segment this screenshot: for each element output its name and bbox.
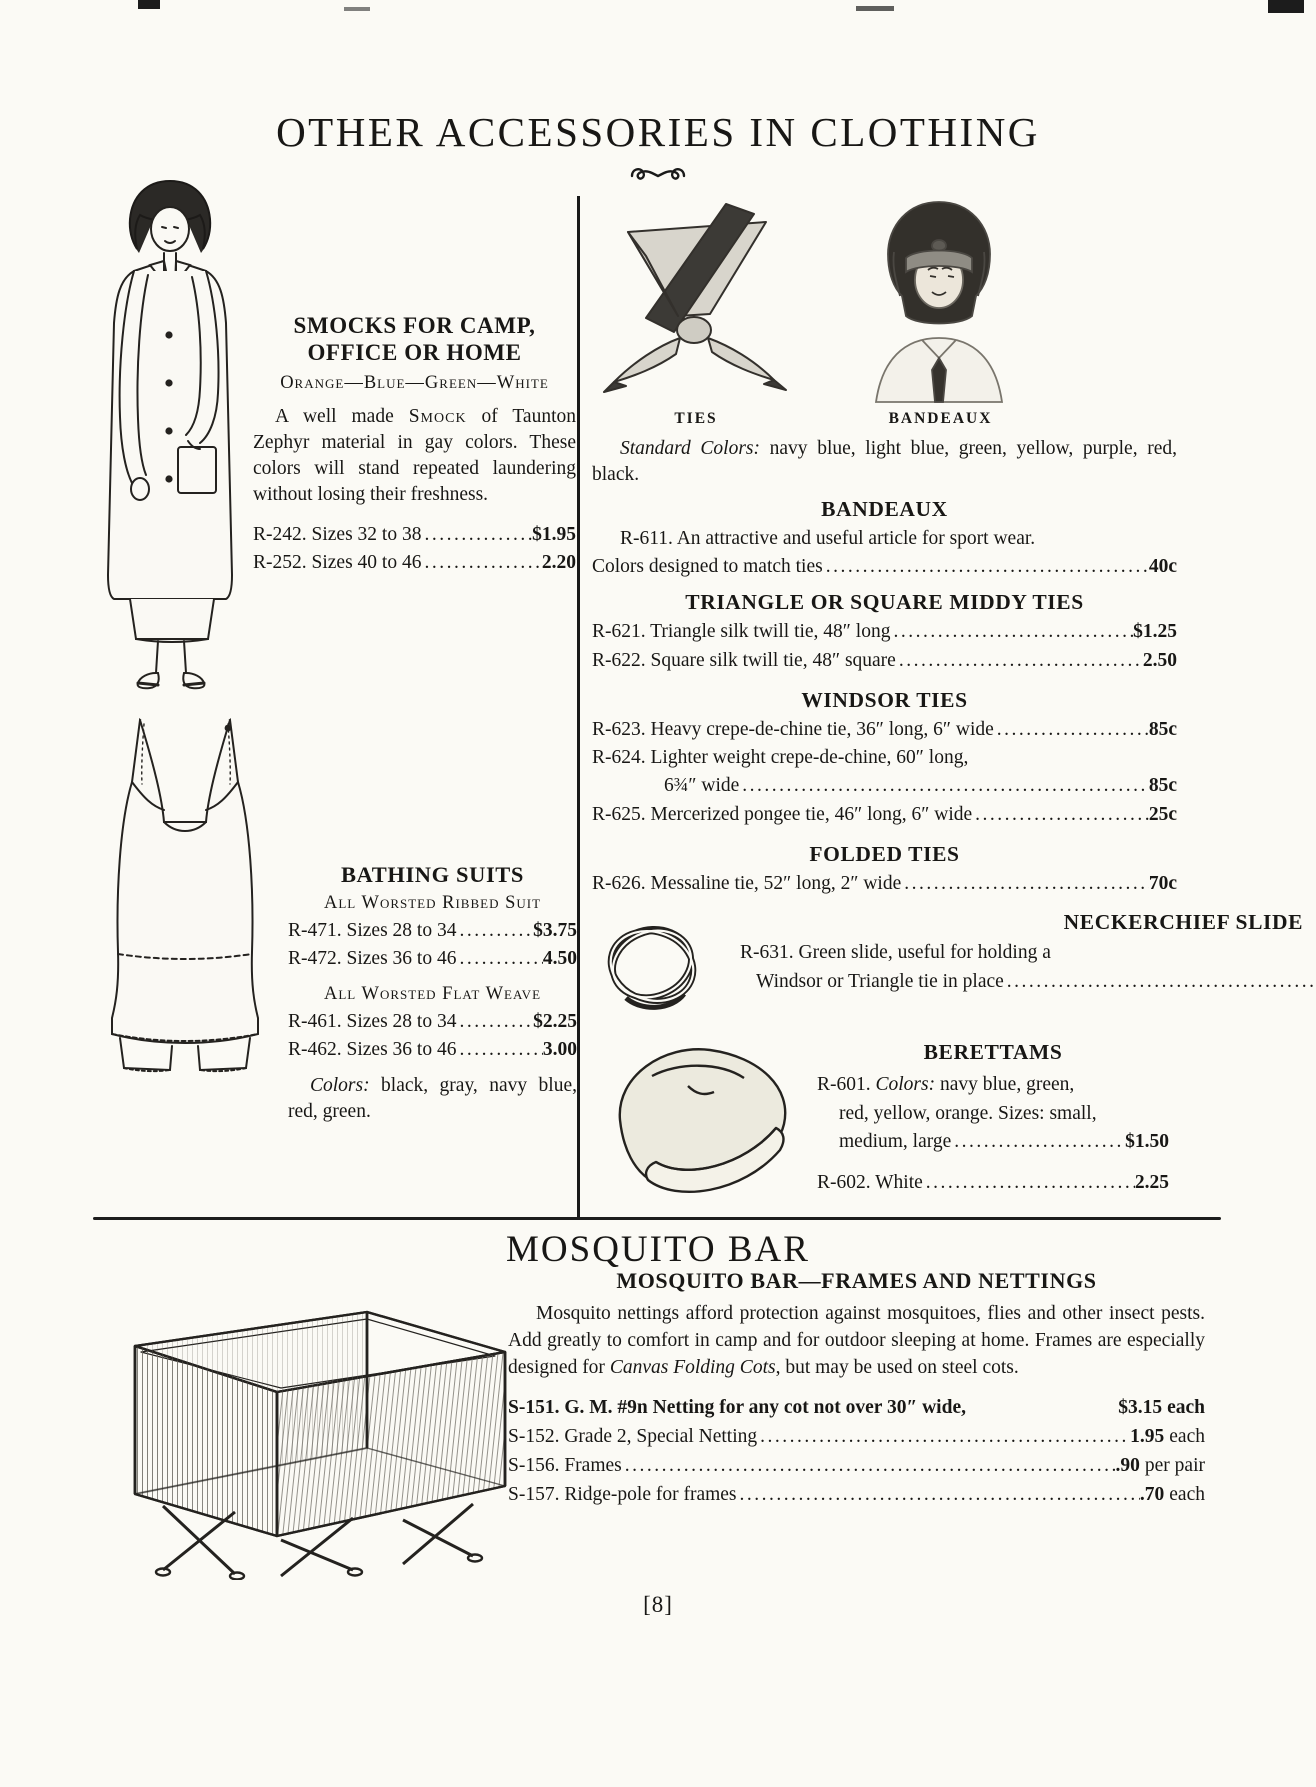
- dot-leader: [901, 870, 1149, 898]
- catalog-item: [592, 801, 1177, 829]
- scan-artifact: [856, 6, 894, 11]
- bathing-heading: BATHING SUITS: [340, 862, 525, 887]
- dot-leader: [456, 917, 533, 945]
- item-desc: 6¾″ wide: [664, 775, 740, 797]
- item-desc: R-621. Triangle silk twill tie, 48″ long: [592, 621, 891, 643]
- item-price: $3.15: [1118, 1396, 1163, 1418]
- smocks-section: [253, 312, 576, 577]
- catalog-item-wrap-line: R-624. Lighter weight crepe-de-chine, 60″ long,: [592, 747, 969, 769]
- mosquito-paragraph-part: , but may be used on steel cots.: [775, 1356, 1019, 1378]
- dot-leader: [823, 553, 1149, 581]
- catalog-item: [508, 1451, 1205, 1480]
- catalog-item: [592, 772, 1177, 800]
- bathing-sub1: All Worsted Ribbed Suit: [323, 893, 542, 913]
- catalog-item: [288, 1036, 577, 1064]
- item-price: 3.00: [542, 1038, 577, 1060]
- dot-leader: [951, 1128, 1125, 1156]
- bathing-items-1: [288, 917, 577, 974]
- colors-label: Colors:: [310, 1075, 370, 1097]
- neckerchief-slide-illustration: [592, 906, 712, 1024]
- item-price: 4.50: [542, 948, 577, 970]
- item-desc: R-472. Sizes 36 to 46: [288, 948, 457, 970]
- item-desc: R-471. Sizes 28 to 34: [288, 920, 457, 941]
- ornament-flourish-icon: [628, 162, 688, 188]
- dot-leader: [456, 1036, 542, 1064]
- dot-leader: [757, 1422, 1130, 1451]
- item-unit: each: [1169, 1484, 1205, 1506]
- smocks-heading: [253, 312, 576, 366]
- catalog-item: [592, 647, 1177, 675]
- catalog-item: [592, 870, 1177, 898]
- dot-leader: [972, 801, 1149, 829]
- item-price: 40c: [1148, 556, 1177, 578]
- dot-leader: [737, 1480, 1140, 1509]
- berettams-heading: BERETTAMS: [923, 1040, 1063, 1065]
- smocks-colors-line: Orange—Blue—Green—White: [280, 373, 549, 394]
- item-desc: R-626. Messaline tie, 52″ long, 2″ wide: [592, 872, 902, 894]
- item-price: 85c: [1148, 718, 1177, 740]
- smocks-paragraph-part: A well made: [275, 406, 409, 428]
- smocks-paragraph-part: of Taunton Zephyr material in gay colors. These colors will stand repeated laundering without losing their freshness.: [253, 406, 577, 506]
- dot-leader: [739, 772, 1149, 800]
- folded-ties-heading: FOLDED TIES: [809, 841, 960, 866]
- smocks-paragraph: [253, 404, 576, 508]
- beret-illustration: [592, 1034, 807, 1206]
- colors-text: black, gray, navy blue, red, green.: [288, 1075, 577, 1122]
- bathing-colors: [288, 1073, 577, 1125]
- page-number: [8]: [643, 1592, 673, 1617]
- catalog-item: [288, 917, 577, 945]
- item-price: 70c: [1148, 872, 1177, 894]
- catalog-item: [288, 945, 577, 973]
- mosquito-paragraph-part: Mosquito nettings afford protection against mosquitoes, flies and other insect pests. Add greatly to comfort in camp and for outdoor sleeping at home. Frames are especially designed for: [508, 1303, 1205, 1378]
- item-desc: R-252. Sizes 40 to 46: [253, 552, 422, 574]
- colors-label: Colors:: [875, 1074, 936, 1096]
- item-code: R-601.: [817, 1074, 876, 1096]
- smock-woman-illustration: [70, 165, 270, 705]
- item-desc: Colors designed to match ties: [592, 556, 823, 578]
- bandeaux-portrait-illustration: [852, 188, 1027, 406]
- item-price: 25c: [1148, 803, 1177, 825]
- catalog-item: [253, 521, 576, 549]
- mosquito-heading: MOSQUITO BAR—FRAMES AND NETTINGS: [616, 1268, 1097, 1293]
- catalog-item: [592, 553, 1177, 581]
- berettams-line2: red, yellow, orange. Sizes: small,: [839, 1102, 1097, 1124]
- item-desc: R-462. Sizes 36 to 46: [288, 1038, 457, 1060]
- smocks-items: [253, 521, 576, 578]
- mosquito-bar-illustration: [85, 1288, 515, 1580]
- windsor-ties-heading: WINDSOR TIES: [801, 687, 968, 712]
- mosquito-bar-title: MOSQUITO BAR: [506, 1229, 810, 1270]
- dot-leader: [421, 521, 532, 549]
- catalog-item: [508, 1480, 1205, 1509]
- item-price: $2.25: [533, 1010, 577, 1032]
- catalog-item: [288, 1008, 577, 1036]
- item-price: .70: [1139, 1484, 1165, 1506]
- item-price: 2.50: [1142, 649, 1177, 671]
- page-title: OTHER ACCESSORIES IN CLOTHING: [276, 109, 1040, 155]
- dot-leader: [456, 945, 542, 973]
- standard-colors-paragraph: [592, 436, 1177, 488]
- catalog-item: [724, 968, 1316, 996]
- item-text: navy blue, green,: [935, 1074, 1075, 1096]
- dot-leader: [421, 549, 541, 577]
- mosquito-text-section: [508, 1268, 1205, 1510]
- dot-leader: [890, 618, 1133, 646]
- item-desc: S-157. Ridge-pole for frames: [508, 1484, 737, 1506]
- item-price: 1.95: [1130, 1425, 1165, 1447]
- item-price: .90: [1115, 1455, 1140, 1477]
- item-price: $1.25: [1133, 621, 1177, 643]
- dot-leader: [994, 716, 1149, 744]
- bathing-suits-section: [288, 862, 577, 1125]
- item-price: 2.20: [541, 552, 576, 574]
- ties-illustration: [598, 196, 793, 408]
- item-desc: R-602. White: [817, 1172, 923, 1194]
- scan-artifact: [344, 7, 370, 11]
- item-desc: R-622. Square silk twill tie, 48″ square: [592, 649, 896, 671]
- berettams-text: [807, 1034, 1169, 1197]
- dot-leader: [622, 1451, 1116, 1480]
- dot-leader: [896, 647, 1143, 675]
- smocks-heading-line1: SMOCKS FOR CAMP,: [293, 313, 536, 338]
- catalog-item: [817, 1169, 1169, 1197]
- bandeaux-heading: BANDEAUX: [821, 496, 948, 521]
- smocks-heading-line2: OFFICE OR HOME: [307, 340, 522, 366]
- dot-leader: [1004, 968, 1316, 996]
- item-unit: each: [1169, 1425, 1205, 1447]
- section-rule: [93, 1217, 1221, 1220]
- item-desc: R-623. Heavy crepe-de-chine tie, 36″ long, 6″ wide: [592, 718, 994, 740]
- neckerchief-heading: NECKERCHIEF SLIDE: [1063, 910, 1304, 935]
- right-column: [592, 436, 1304, 1206]
- item-unit: per pair: [1144, 1455, 1205, 1477]
- catalog-item: [817, 1128, 1169, 1156]
- dot-leader: [456, 1008, 533, 1036]
- bathing-items-2: [288, 1008, 577, 1065]
- item-price: $1.50: [1125, 1130, 1169, 1152]
- catalog-item: [508, 1422, 1205, 1451]
- scan-artifact: [138, 0, 160, 9]
- mosquito-paragraph: [508, 1301, 1205, 1382]
- bandeaux-caption: BANDEAUX: [888, 410, 993, 427]
- ties-caption: TIES: [674, 410, 718, 427]
- neckerchief-text: [712, 906, 1316, 996]
- catalog-item: [592, 716, 1177, 744]
- bathing-sub2: All Worsted Flat Weave: [323, 983, 542, 1004]
- catalog-item: [253, 549, 576, 577]
- berettams-line1: [817, 1071, 1169, 1099]
- scan-artifact: [1268, 0, 1304, 13]
- column-divider: [577, 196, 580, 1217]
- middy-ties-heading: TRIANGLE OR SQUARE MIDDY TIES: [685, 590, 1084, 615]
- item-desc: R-625. Mercerized pongee tie, 46″ long, 6″ wide: [592, 803, 973, 825]
- neckerchief-slide-section: [592, 906, 1304, 1024]
- item-desc: R-461. Sizes 28 to 34: [288, 1010, 457, 1032]
- standard-colors-label: Standard Colors:: [620, 438, 761, 459]
- item-price: 2.25: [1134, 1172, 1169, 1194]
- item-unit: each: [1167, 1396, 1205, 1418]
- item-price: 85c: [1148, 775, 1177, 797]
- catalog-item: [592, 618, 1177, 646]
- bandeaux-line1: R-611. An attractive and useful article for sport wear.: [620, 527, 1036, 549]
- item-desc: R-242. Sizes 32 to 38: [253, 523, 422, 545]
- dot-leader: [923, 1169, 1135, 1197]
- neckerchief-line1: R-631. Green slide, useful for holding a: [740, 942, 1051, 964]
- bathing-suit-illustration: [82, 702, 290, 1082]
- standard-colors-text: navy blue, light blue, green, yellow, purple, red, black.: [592, 438, 1177, 485]
- item-desc: Windsor or Triangle tie in place: [756, 970, 1004, 992]
- mosquito-paragraph-italic: Canvas Folding Cots: [609, 1356, 776, 1378]
- mosquito-items: [508, 1393, 1205, 1510]
- berettams-section: [592, 1034, 1177, 1206]
- item-price: $1.95: [532, 523, 576, 545]
- item-desc: S-152. Grade 2, Special Netting: [508, 1425, 758, 1447]
- item-desc: medium, large: [839, 1130, 952, 1152]
- smocks-paragraph-smock: Smock: [408, 406, 467, 428]
- item-price: $3.75: [533, 920, 577, 941]
- catalog-item: [508, 1393, 1205, 1422]
- item-desc: S-156. Frames: [508, 1455, 622, 1477]
- item-desc: S-151. G. M. #9n Netting for any cot not over 30″ wide,: [508, 1396, 966, 1418]
